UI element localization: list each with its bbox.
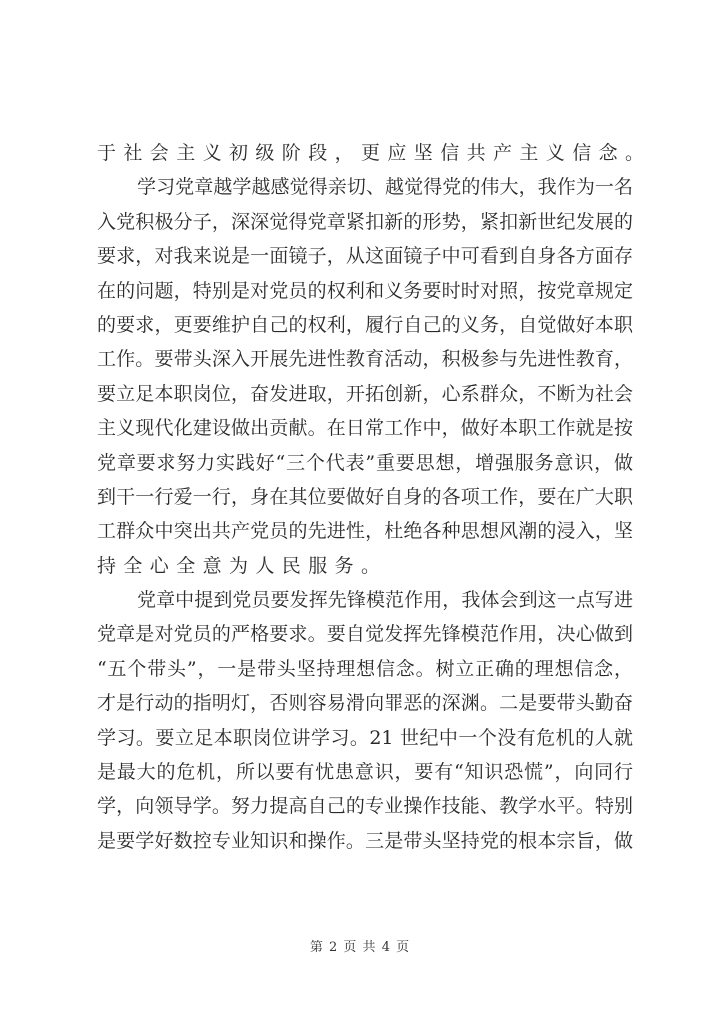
text-line: 的要求，更要维护自己的权利，履行自己的义务，自觉做好本职	[97, 313, 633, 336]
text-line: 党章中提到党员要发挥先锋模范作用，我体会到这一点写进	[137, 589, 633, 612]
text-line: 持全心全意为人民服务。	[97, 554, 388, 577]
text-line: 要立足本职岗位，奋发进取，开拓创新，心系群众，不断为社会	[97, 382, 633, 405]
text-line: 主义现代化建设做出贡献。在日常工作中，做好本职工作就是按	[97, 417, 633, 440]
text-line: 是要学好数控专业知识和操作。三是带头坚持党的根本宗旨，做	[97, 829, 633, 852]
text-line: “五个带头”，一是带头坚持理想信念。树立正确的理想信念，	[97, 657, 633, 680]
page-number-footer: 第 2 页 共 4 页	[309, 940, 411, 955]
text-line: 学，向领导学。努力提高自己的专业操作技能、教学水平。特别	[97, 795, 633, 818]
text-line: 入党积极分子，深深觉得党章紧扣新的形势，紧扣新世纪发展的	[97, 210, 633, 233]
text-line: 在的问题，特别是对党员的权利和义务要时时对照，按党章规定	[97, 279, 633, 302]
text-line: 工作。要带头深入开展先进性教育活动，积极参与先进性教育，	[97, 348, 633, 371]
document-body	[97, 136, 652, 858]
text-line: 才是行动的指明灯，否则容易滑向罪恶的深渊。二是要带头勤奋	[97, 692, 633, 715]
text-line: 党章是对党员的严格要求。要自觉发挥先锋模范作用，决心做到	[97, 623, 633, 646]
text-line: 学习党章越学越感觉得亲切、越觉得党的伟大，我作为一名	[137, 176, 633, 199]
text-line: 到干一行爱一行，身在其位要做好自身的各项工作，要在广大职	[97, 485, 633, 508]
text-line: 党章要求努力实践好“三个代表”重要思想，增强服务意识，做	[97, 451, 633, 474]
text-line: 学习。要立足本职岗位讲学习。21 世纪中一个没有危机的人就	[97, 726, 633, 749]
text-line: 是最大的危机，所以要有忧患意识，要有“知识恐慌”，向同行	[97, 761, 633, 784]
text-line: 于社会主义初级阶段，更应坚信共产主义信念。	[97, 142, 652, 164]
text-line: 要求，对我来说是一面镜子，从这面镜子中可看到自身各方面存	[97, 245, 633, 268]
text-line: 工群众中突出共产党员的先进性，杜绝各种思想风潮的浸入，坚	[97, 520, 633, 543]
